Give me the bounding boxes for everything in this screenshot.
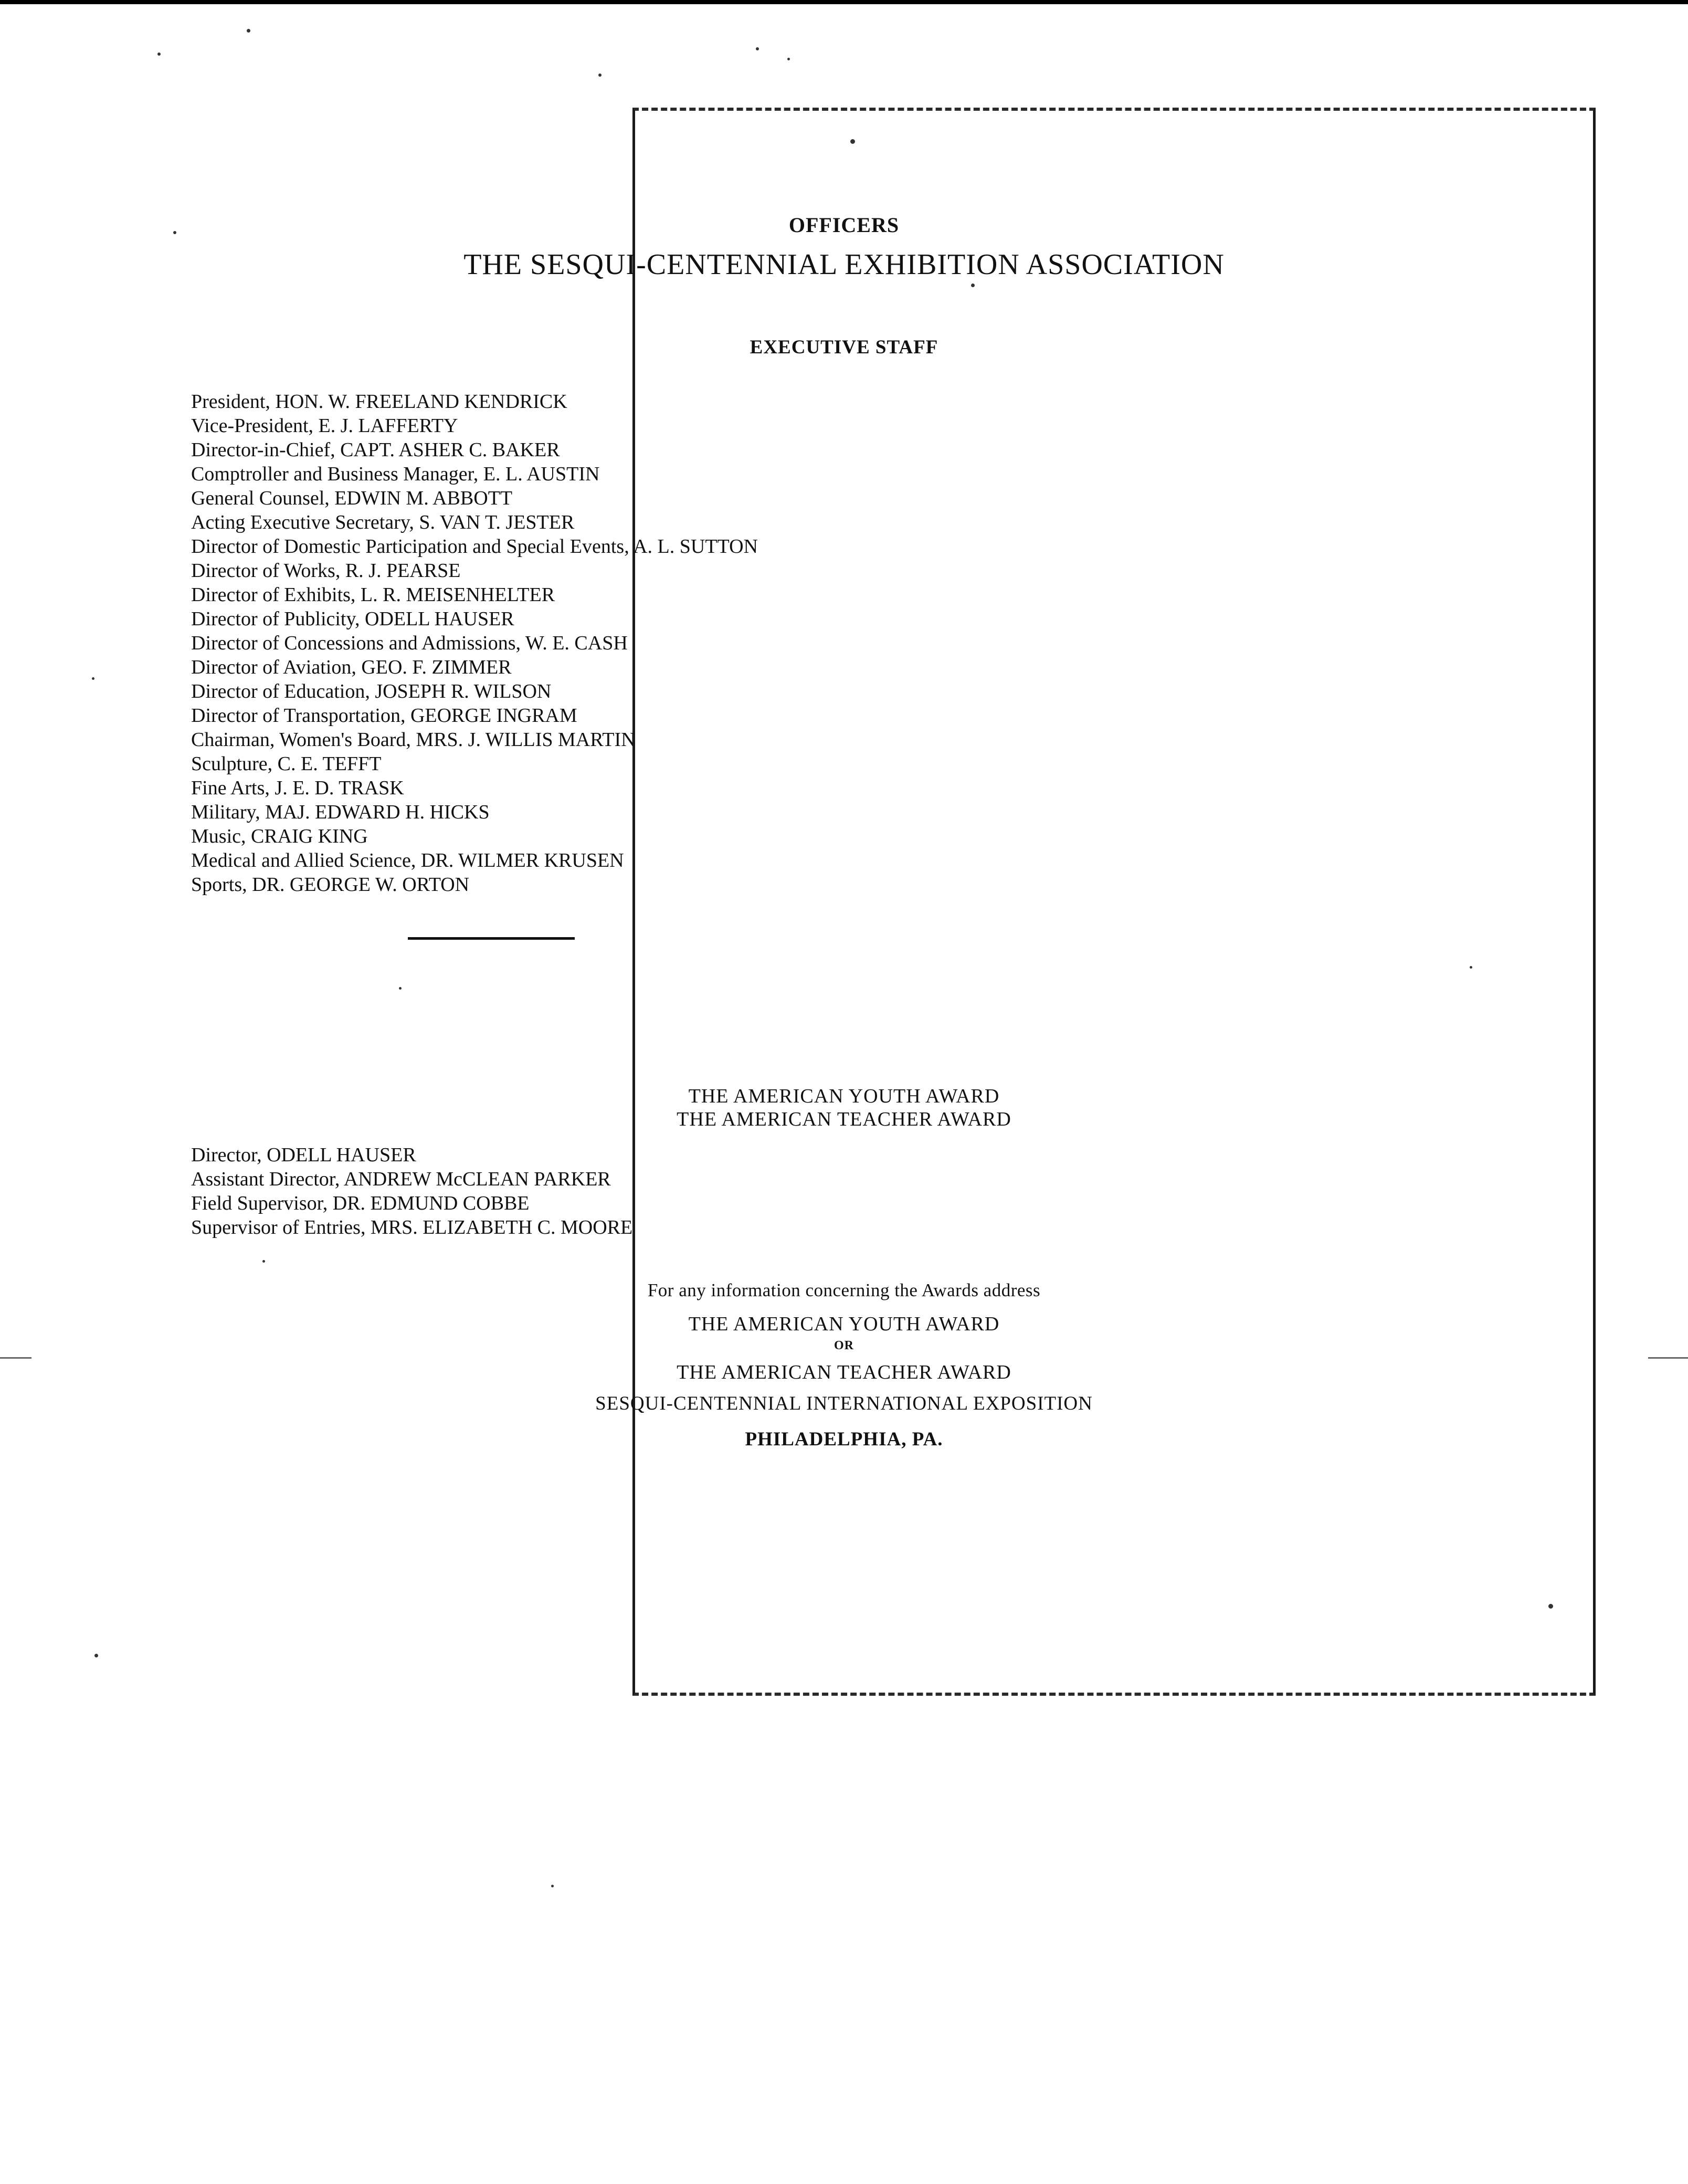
staff-entry: Director of Domestic Participation and Special Events, A. L. SUTTON bbox=[191, 536, 758, 558]
scan-speck bbox=[157, 52, 161, 56]
fold-mark bbox=[1648, 1357, 1688, 1359]
section-divider bbox=[408, 937, 575, 940]
address-line-youth: THE AMERICAN YOUTH AWARD bbox=[688, 1313, 1000, 1335]
scan-speck bbox=[94, 1654, 98, 1657]
scan-top-edge bbox=[0, 0, 1688, 4]
staff-entry: President, HON. W. FREELAND KENDRICK bbox=[191, 391, 567, 413]
address-line-exposition: SESQUI-CENTENNIAL INTERNATIONAL EXPOSITION bbox=[595, 1393, 1093, 1414]
staff-entry: Chairman, Women's Board, MRS. J. WILLIS MARTIN bbox=[191, 729, 636, 751]
scan-speck bbox=[551, 1885, 554, 1887]
staff-entry: Music, CRAIG KING bbox=[191, 825, 368, 847]
staff-entry: Director of Exhibits, L. R. MEISENHELTER bbox=[191, 584, 555, 606]
heading-executive-staff: EXECUTIVE STAFF bbox=[750, 337, 938, 358]
award-title-teacher: THE AMERICAN TEACHER AWARD bbox=[677, 1108, 1011, 1130]
scan-speck bbox=[756, 47, 759, 50]
scan-speck bbox=[92, 677, 94, 680]
staff-entry: Director of Education, JOSEPH R. WILSON bbox=[191, 680, 552, 702]
staff-entry: Director-in-Chief, CAPT. ASHER C. BAKER bbox=[191, 439, 560, 461]
heading-organization: THE SESQUI-CENTENNIAL EXHIBITION ASSOCIATION bbox=[463, 248, 1225, 281]
staff-entry: Vice-President, E. J. LAFFERTY bbox=[191, 415, 458, 437]
award-staff-entry: Supervisor of Entries, MRS. ELIZABETH C. MOORE bbox=[191, 1216, 633, 1238]
award-staff-entry: Field Supervisor, DR. EDMUND COBBE bbox=[191, 1192, 530, 1214]
scan-speck bbox=[262, 1260, 265, 1263]
award-staff-entry: Assistant Director, ANDREW McCLEAN PARKER bbox=[191, 1168, 611, 1190]
staff-entry: Director of Transportation, GEORGE INGRAM bbox=[191, 705, 577, 727]
staff-entry: Director of Aviation, GEO. F. ZIMMER bbox=[191, 656, 512, 678]
scan-speck bbox=[598, 74, 602, 77]
award-title-youth: THE AMERICAN YOUTH AWARD bbox=[688, 1085, 1000, 1107]
staff-entry: Director of Publicity, ODELL HAUSER bbox=[191, 608, 514, 630]
staff-entry: Sculpture, C. E. TEFFT bbox=[191, 753, 382, 775]
staff-entry: Acting Executive Secretary, S. VAN T. JESTER bbox=[191, 511, 575, 533]
address-line-teacher: THE AMERICAN TEACHER AWARD bbox=[677, 1361, 1011, 1383]
scan-speck bbox=[787, 58, 790, 60]
staff-entry: Director of Works, R. J. PEARSE bbox=[191, 560, 461, 582]
staff-entry: General Counsel, EDWIN M. ABBOTT bbox=[191, 487, 513, 509]
executive-staff-list bbox=[191, 390, 758, 897]
address-line-city: PHILADELPHIA, PA. bbox=[745, 1429, 943, 1450]
fold-mark bbox=[0, 1357, 31, 1359]
scan-speck bbox=[247, 29, 250, 33]
award-staff-entry: Director, ODELL HAUSER bbox=[191, 1144, 416, 1166]
award-staff-list bbox=[191, 1143, 632, 1240]
staff-entry: Fine Arts, J. E. D. TRASK bbox=[191, 777, 404, 799]
staff-entry: Director of Concessions and Admissions, W. E. CASH bbox=[191, 632, 628, 654]
staff-entry: Military, MAJ. EDWARD H. HICKS bbox=[191, 801, 490, 823]
heading-officers: OFFICERS bbox=[788, 213, 900, 237]
address-intro: For any information concerning the Awards address bbox=[647, 1280, 1041, 1300]
address-connector: OR bbox=[834, 1339, 854, 1352]
staff-entry: Sports, DR. GEORGE W. ORTON bbox=[191, 874, 470, 896]
staff-entry: Medical and Allied Science, DR. WILMER KRUSEN bbox=[191, 849, 624, 872]
scan-speck bbox=[399, 987, 402, 990]
staff-entry: Comptroller and Business Manager, E. L. AUSTIN bbox=[191, 463, 600, 485]
